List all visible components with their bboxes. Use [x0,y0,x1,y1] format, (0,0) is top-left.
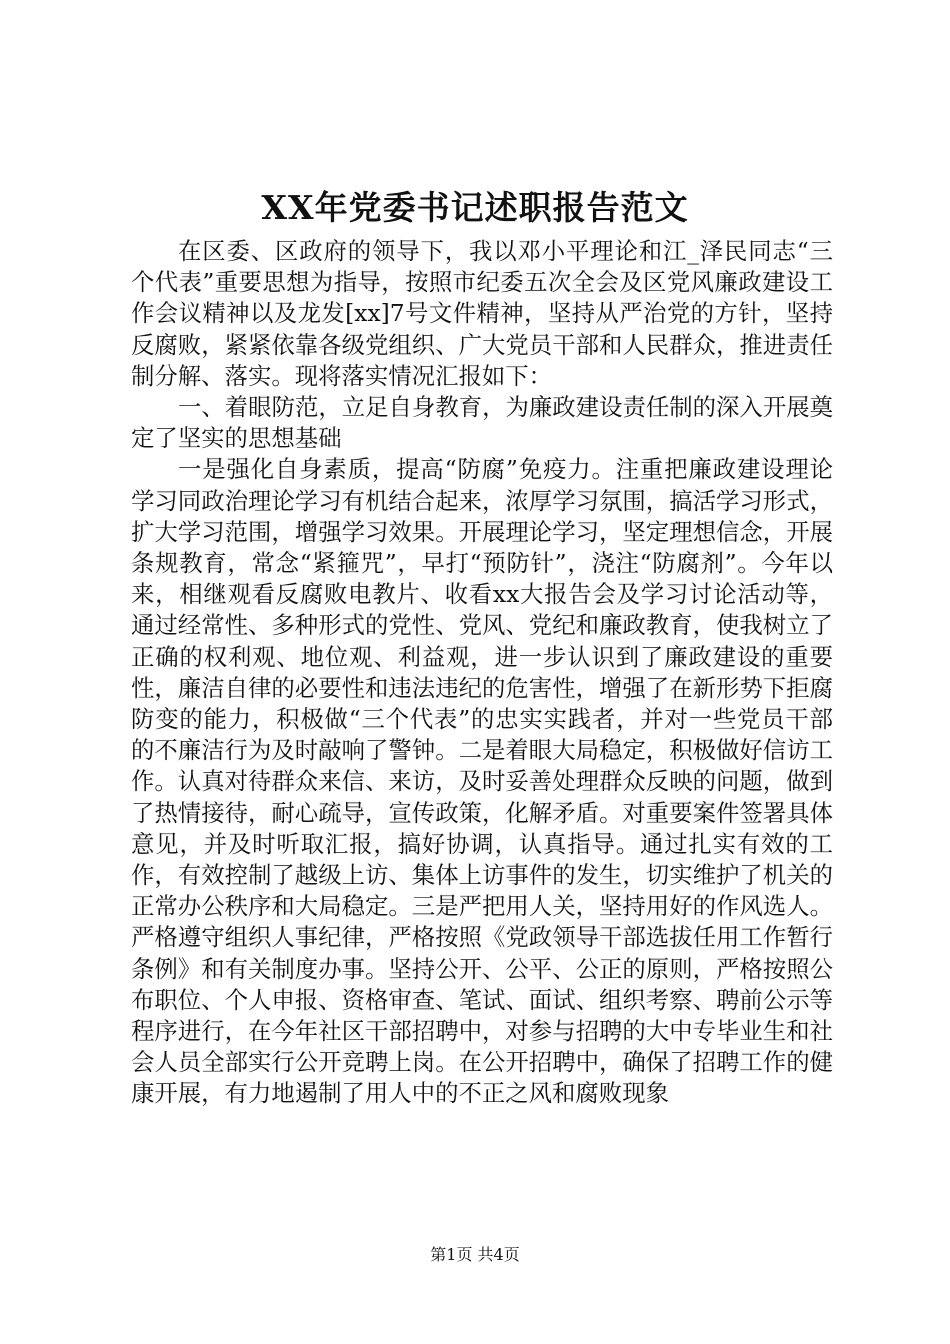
page-footer: 第1页 共4页 [430,1245,520,1264]
document-title: XX年党委书记述职报告范文 [261,188,689,227]
intro-paragraph: 在区委、区政府的领导下，我以邓小平理论和江_泽民同志“三个代表”重要思想为指导，按照市纪委五次全会及区党风廉政建设工作会议精神以及龙发[xx]7号文件精神，坚持从严治党的方针，坚持反腐败，紧紧依靠各级党组织、广大党员干部和人民群众，推进责任制分解、落实。现将落实情况汇报如下： [131,237,833,390]
body-paragraph: 一是强化自身素质，提高“防腐”免疫力。注重把廉政建设理论学习同政治理论学习有机结合起来，浓厚学习氛围，搞活学习形式，扩大学习范围，增强学习效果。开展理论学习，坚定理想信念，开展条规教育，常念“紧箍咒”，早打“预防针”，浇注“防腐剂”。今年以来，相继观看反腐败电教片、收看xx大报告会及学习讨论活动等，通过经常性、多种形式的党性、党风、党纪和廉政教育，使我树立了正确的权利观、地位观、利益观，进一步认识到了廉政建设的重要性，廉洁自律的必要性和违法违纪的危害性，增强了在新形势下拒腐防变的能力，积极做“三个代表”的忠实实践者，并对一些党员干部的不廉洁行为及时敲响了警钟。二是着眼大局稳定，积极做好信访工作。认真对待群众来信、来访，及时妥善处理群众反映的问题，做到了热情接待，耐心疏导，宣传政策，化解矛盾。对重要案件签署具体意见，并及时听取汇报，搞好协调，认真指导。通过扎实有效的工作，有效控制了越级上访、集体上访事件的发生，切实维护了机关的正常办公秩序和大局稳定。三是严把用人关，坚持用好的作风选人。严格遵守组织人事纪律，严格按照《党政领导干部选拔任用工作暂行条例》和有关制度办事。坚持公开、公平、公正的原则，严格按照公布职位、个人申报、资格审查、笔试、面试、组织考察、聘前公示等程序进行，在今年社区干部招聘中，对参与招聘的大中专毕业生和社会人员全部实行公开竞聘上岗。在公开招聘中，确保了招聘工作的健康开展，有力地遏制了用人中的不正之风和腐败现象 [131,455,833,1108]
section-heading-paragraph: 一、着眼防范，立足自身教育，为廉政建设责任制的深入开展奠定了坚实的思想基础 [131,393,833,453]
document-body [131,236,833,1110]
